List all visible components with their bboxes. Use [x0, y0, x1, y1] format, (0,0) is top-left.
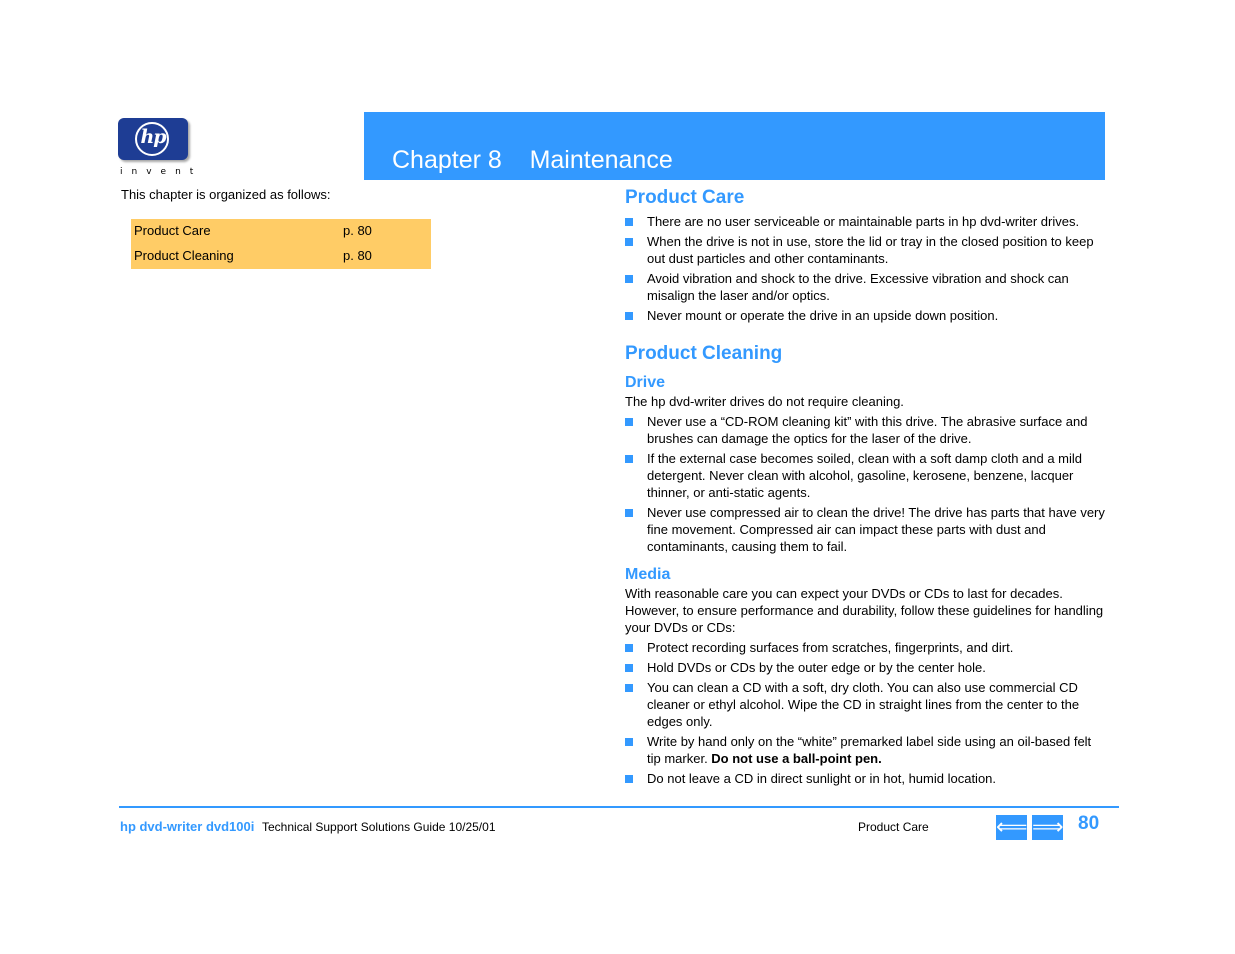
chapter-title: Chapter 8 Maintenance: [392, 146, 673, 174]
bullet-square-icon: [625, 738, 633, 746]
bullet-square-icon: [625, 684, 633, 692]
media-intro: With reasonable care you can expect your DVDs or CDs to last for decades. However, to ensure performance and durability, follow these guidelines for handling your DVDs or CDs:: [625, 586, 1104, 635]
main-content: [625, 186, 1105, 790]
toc-page[interactable]: p. 80: [343, 223, 372, 238]
drive-heading: Drive: [625, 374, 666, 391]
list-item: [625, 213, 1105, 230]
list-item: [625, 413, 1105, 447]
page-number: 80: [1078, 813, 1100, 834]
product-care-list: [625, 213, 1105, 324]
footer-guide-title: Technical Support Solutions Guide 10/25/01: [262, 820, 496, 834]
toc-row[interactable]: [131, 219, 431, 244]
toc-topic[interactable]: Product Cleaning: [134, 248, 234, 263]
toc-table: [131, 219, 431, 269]
list-item-text: Never use compressed air to clean the drive! The drive has parts that have very fine movement. Compressed air can impact these parts with dust and contaminants, causing them to fail.: [647, 505, 1105, 554]
list-item: [625, 733, 1105, 767]
list-item: [625, 307, 1105, 324]
footer-section-name: Product Care: [858, 820, 929, 834]
toc-row[interactable]: [131, 244, 431, 269]
logo-tagline: invent: [120, 167, 203, 177]
list-item: [625, 233, 1105, 267]
list-item: [625, 270, 1105, 304]
hp-logo-text: hp: [140, 126, 166, 148]
chapter-intro: This chapter is organized as follows:: [121, 187, 331, 202]
ballpoint-warning: Do not use a ball-point pen.: [711, 751, 882, 766]
bullet-square-icon: [625, 275, 633, 283]
list-item-text: Never mount or operate the drive in an upside down position.: [647, 308, 999, 323]
list-item-text: Never use a “CD-ROM cleaning kit” with this drive. The abrasive surface and brushes can damage the optics for the laser of the drive.: [647, 414, 1088, 446]
arrow-right-icon: ⟹: [1032, 814, 1064, 839]
footer-divider: [119, 806, 1119, 808]
bullet-square-icon: [625, 664, 633, 672]
list-item: [625, 770, 1105, 787]
product-cleaning-heading: Product Cleaning: [625, 343, 783, 364]
drive-intro: The hp dvd-writer drives do not require cleaning.: [625, 394, 904, 409]
bullet-square-icon: [625, 418, 633, 426]
bullet-square-icon: [625, 775, 633, 783]
hp-logo-badge: [118, 118, 188, 160]
bullet-square-icon: [625, 509, 633, 517]
bullet-square-icon: [625, 455, 633, 463]
list-item-text: Avoid vibration and shock to the drive. Excessive vibration and shock can misalign the laser and/or optics.: [647, 271, 1069, 303]
list-item: [625, 659, 1105, 676]
list-item-text: Do not leave a CD in direct sunlight or in hot, humid location.: [647, 771, 997, 786]
list-item: [625, 639, 1105, 656]
toc-page[interactable]: p. 80: [343, 248, 372, 263]
list-item-text: There are no user serviceable or maintainable parts in hp dvd-writer drives.: [647, 214, 1080, 229]
list-item: [625, 504, 1105, 555]
toc-topic[interactable]: Product Care: [134, 223, 211, 238]
list-item-text: Write by hand only on the “white” premarked label side using an oil-based felt tip marker.: [647, 734, 1092, 766]
bullet-square-icon: [625, 238, 633, 246]
bullet-square-icon: [625, 312, 633, 320]
bullet-square-icon: [625, 218, 633, 226]
list-item: [625, 450, 1105, 501]
prev-page-button[interactable]: [996, 815, 1027, 840]
list-item-text: You can clean a CD with a soft, dry cloth. You can also use commercial CD cleaner or ethyl alcohol. Wipe the CD in straight lines from the center to the edges only.: [647, 680, 1080, 729]
arrow-left-icon: ⟸: [996, 814, 1028, 839]
list-item-text: Protect recording surfaces from scratches, fingerprints, and dirt.: [647, 640, 1014, 655]
product-care-heading: Product Care: [625, 187, 745, 208]
list-item-text: When the drive is not in use, store the lid or tray in the closed position to keep out dust particles and other contaminants.: [647, 234, 1094, 266]
drive-list: [625, 413, 1105, 555]
chapter-header-bar: [364, 112, 1105, 180]
list-item-text: If the external case becomes soiled, clean with a soft damp cloth and a mild detergent. Never clean with alcohol, gasoline, kerosene, benzene, lacquer thinner, or anti-static agents.: [647, 451, 1083, 500]
media-list: [625, 639, 1105, 787]
hp-logo-icon: [118, 118, 203, 177]
list-item-text: Hold DVDs or CDs by the outer edge or by the center hole.: [647, 660, 986, 675]
list-item: [625, 679, 1105, 730]
next-page-button[interactable]: [1032, 815, 1063, 840]
footer-product-name: hp dvd-writer dvd100i: [120, 819, 255, 834]
media-heading: Media: [625, 566, 671, 583]
bullet-square-icon: [625, 644, 633, 652]
